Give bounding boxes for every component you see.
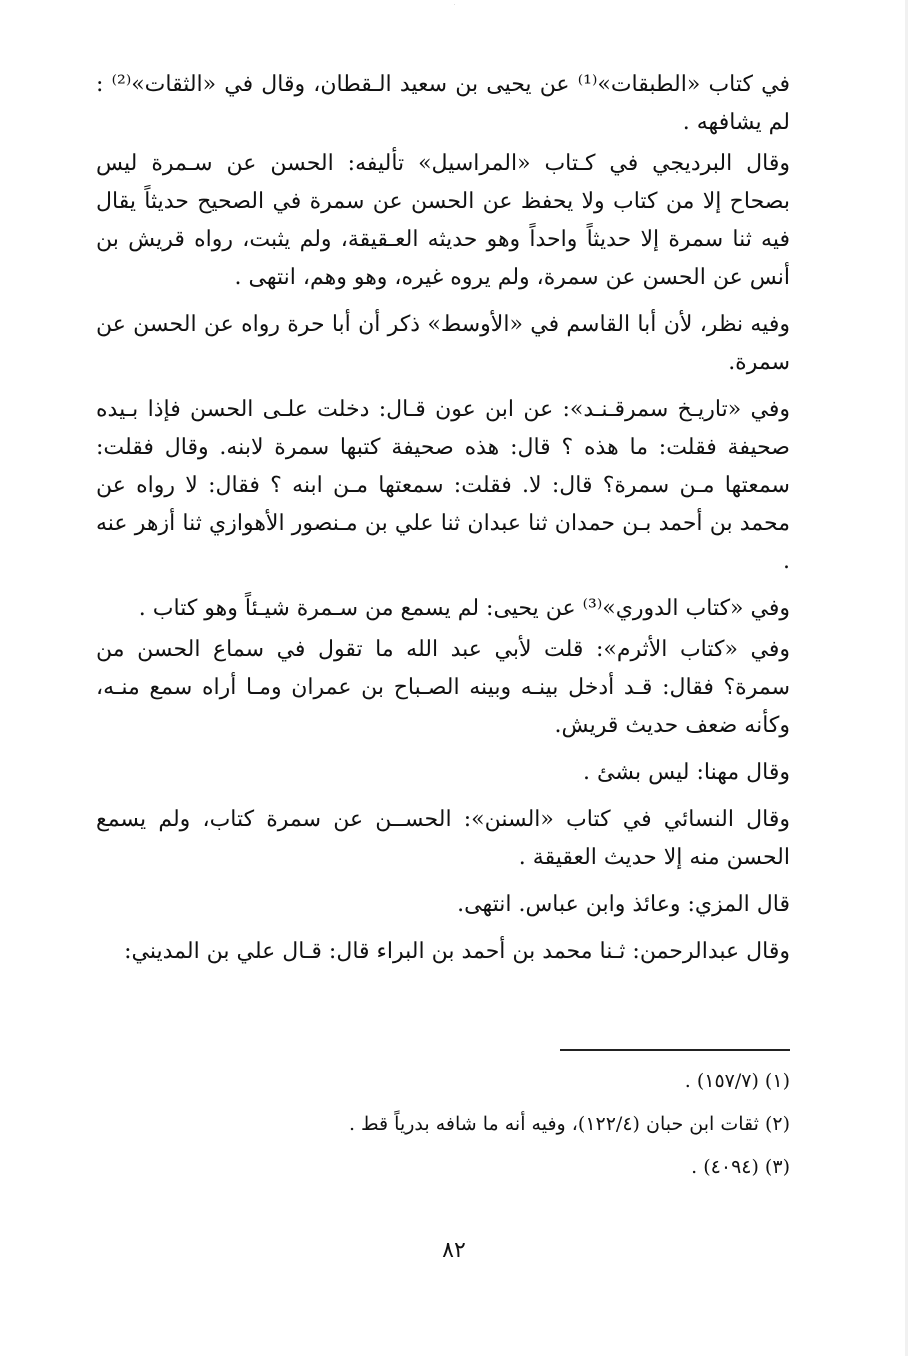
paragraph-nasai: وقال النسائي في كتاب «السنن»: الحســن عن سمرة كتاب، ولم يسمع الحسن منه إلا حديث العقيقة . xyxy=(96,807,790,870)
paragraph-bardiji: وقال البرديجي في كـتاب «المراسيل» تأليفه: الحسن عن سـمرة ليس بصحاح إلا من كتاب ولا يحفظ عن الحسن عن سمرة في الصحيح حديثاً يقال فيه ثنا سمرة إلا حديثاً واحداً وهو حديثه العـقيقة، ولم يثبت، رواه قريش بن أنس عن الحسن عن سمرة، ولم يروه غيره، وهو وهم، انتهى . xyxy=(96,151,790,290)
main-text xyxy=(96,66,790,980)
paragraph-abdulrahman: وقال عبدالرحمن: ثـنا محمد بن أحمد بن البراء قال: قـال علي بن المديني: xyxy=(124,939,790,964)
paragraph-nazar: وفيه نظر، لأن أبا القاسم في «الأوسط» ذكر أن أبا حرة رواه عن الحسن عن سمرة. xyxy=(96,312,790,375)
footnotes xyxy=(96,1068,790,1197)
paragraph-samarqand: وفي «تاريـخ سمرقـنـد»: عن ابن عون قـال: دخلت علـى الحسن فإذا بـيده صحيفة فقلت: ما هذه ؟ قال: هذه صحيفة كتبها سمرة لابنه. وقال فقلت: سمعتها مـن سمرة؟ قال: لا. فقلت: سمعتها مـن ابنه ؟ فقال: لا رواه عن محمد بن أحمد بـن حمدان ثنا عبدان ثنا علي بن مـنصور الأهوازي ثنا أزهر عنه . xyxy=(96,397,790,574)
paragraph-tabaqat: في كتاب «الطبقات»⁽¹⁾ عن يحيى بن سعيد الـقطان، وقال في «الثقات»⁽²⁾ : لم يشافهه . xyxy=(96,72,791,135)
footnote-divider xyxy=(560,1049,790,1051)
footnote-3: (٣) (٤٠٩٤) . xyxy=(691,1156,790,1178)
paragraph-muhanna: وقال مهنا: ليس بشئ . xyxy=(583,760,790,785)
scan-mark xyxy=(454,4,455,5)
paragraph-mizzi: قال المزي: وعائذ وابن عباس. انتهى. xyxy=(457,892,790,917)
footnote-1: (١) (١٥٧/٧) . xyxy=(684,1070,790,1092)
paragraph-athram: وفي «كتاب الأثرم»: قلت لأبي عبد الله ما تقول في سماع الحسن من سمرة؟ فقال: قـد أدخل بينـه وبينه الصـباح بن عمران ومـا أراه سمع منـه، وكأنه ضعف حديث قريش. xyxy=(96,637,790,738)
footnote-2: (٢) ثقات ابن حبان (١٢٢/٤)، وفيه أنه ما شافه بدرياً قط . xyxy=(348,1113,790,1135)
paragraph-duri: وفي «كتاب الدوري»⁽³⁾ عن يحيى: لم يسمع من سـمرة شيـئاً وهو كتاب . xyxy=(138,596,790,621)
page-number: ٨٢ xyxy=(442,1238,466,1263)
